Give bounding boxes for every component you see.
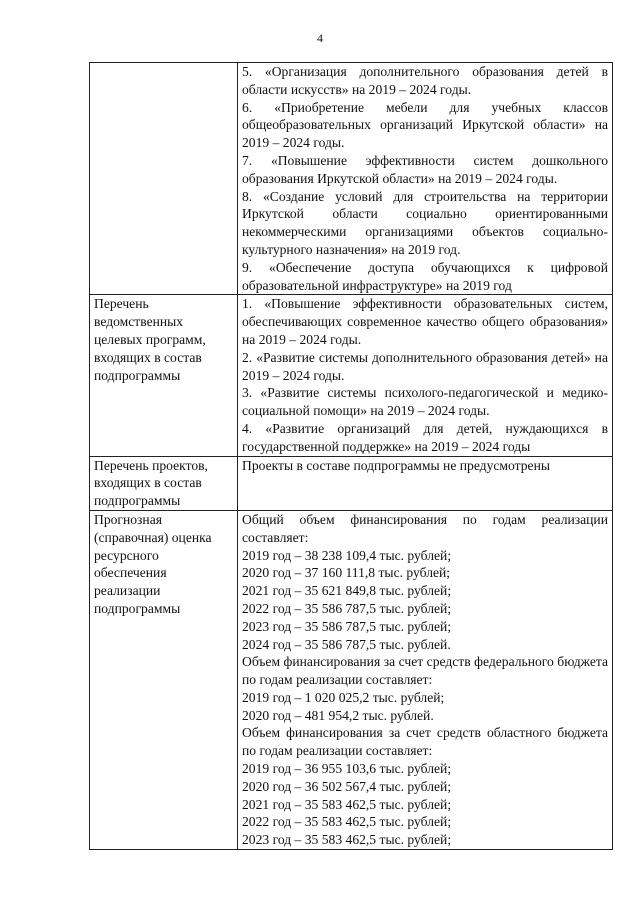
list-item: 1. «Повышение эффективности образовательных систем, обеспечивающих современное качество общего образования» на 2019 – 2024 годы.: [242, 296, 608, 347]
list-item: 2022 год – 35 586 787,5 тыс. рублей;: [242, 600, 452, 616]
table-row: [90, 295, 613, 456]
list-item: 6. «Приобретение мебели для учебных классов общеобразовательных организаций Иркутской области» на 2019 – 2024 годы.: [242, 99, 608, 151]
list-item: 2019 год – 36 955 103,6 тыс. рублей;: [242, 761, 452, 777]
resource-estimate-details: [238, 510, 613, 849]
list-item: 2021 год – 35 583 462,5 тыс. рублей;: [242, 796, 452, 812]
table-row: [90, 456, 613, 510]
programs-list-continued: [238, 63, 613, 295]
list-item: 2020 год – 37 160 111,8 тыс. рублей;: [242, 565, 451, 581]
list-item: 2023 год – 35 586 787,5 тыс. рублей;: [242, 618, 452, 634]
table-row: [90, 63, 613, 295]
row-label-resource-estimate: Прогнозная (справочная) оценка ресурсного обеспечения реализации подпрограммы: [90, 510, 238, 849]
list-item: 2020 год – 481 954,2 тыс. рублей.: [242, 707, 434, 723]
page-number: 4: [317, 31, 323, 45]
list-item: 3. «Развитие системы психолого-педагогической и медико-социальной помощи» на 2019 – 2024 годы.: [242, 385, 608, 419]
list-item: 2023 год – 35 583 462,5 тыс. рублей;: [242, 832, 452, 848]
list-item: 4. «Развитие организаций для детей, нуждающихся в государственной поддержке» на 2019 – 2024 годы: [242, 420, 608, 454]
list-item: Объем финансирования за счет средств федерального бюджета по годам реализации составляет:: [242, 654, 608, 688]
list-item: 2024 год – 35 586 787,5 тыс. рублей.: [242, 636, 451, 652]
row-label-departmental-programs: Перечень ведомственных целевых программ, входящих в состав подпрограммы: [90, 295, 238, 456]
list-item: 9. «Обеспечение доступа обучающихся к цифровой образовательной инфраструктуре» на 2019 год: [242, 259, 608, 293]
list-item: 2019 год – 1 020 025,2 тыс. рублей;: [242, 689, 445, 705]
subprogram-passport-table: [89, 62, 613, 850]
list-item: 8. «Создание условий для строительства на территории Иркутской области социально ориентированными некоммерческими организациями объектов социально-культурного назначения» на 2019 год.: [242, 188, 608, 257]
list-item: 7. «Повышение эффективности систем дошкольного образования Иркутской области» на 2019 – 2024 годы.: [242, 152, 608, 186]
row-label-empty: [90, 63, 238, 295]
list-item: 2019 год – 38 238 109,4 тыс. рублей;: [242, 547, 452, 563]
table-row: [90, 510, 613, 849]
list-item: 2020 год – 36 502 567,4 тыс. рублей;: [242, 778, 452, 794]
list-item: 2022 год – 35 583 462,5 тыс. рублей;: [242, 814, 452, 830]
list-item: 5. «Организация дополнительного образования детей в области искусств» на 2019 – 2024 годы.: [242, 64, 608, 97]
list-item: 2021 год – 35 621 849,8 тыс. рублей;: [242, 583, 452, 599]
list-item: Проекты в составе подпрограммы не предусмотрены: [242, 457, 550, 473]
row-label-projects: Перечень проектов, входящих в состав подпрограммы: [90, 456, 238, 510]
list-item: Общий объем финансирования по годам реализации составляет:: [242, 511, 608, 545]
list-item: Объем финансирования за счет средств областного бюджета по годам реализации составляет:: [242, 725, 608, 759]
list-item: 2. «Развитие системы дополнительного образования детей» на 2019 – 2024 годы.: [242, 349, 608, 383]
projects-list: [238, 456, 613, 510]
departmental-programs-list: [238, 295, 613, 456]
